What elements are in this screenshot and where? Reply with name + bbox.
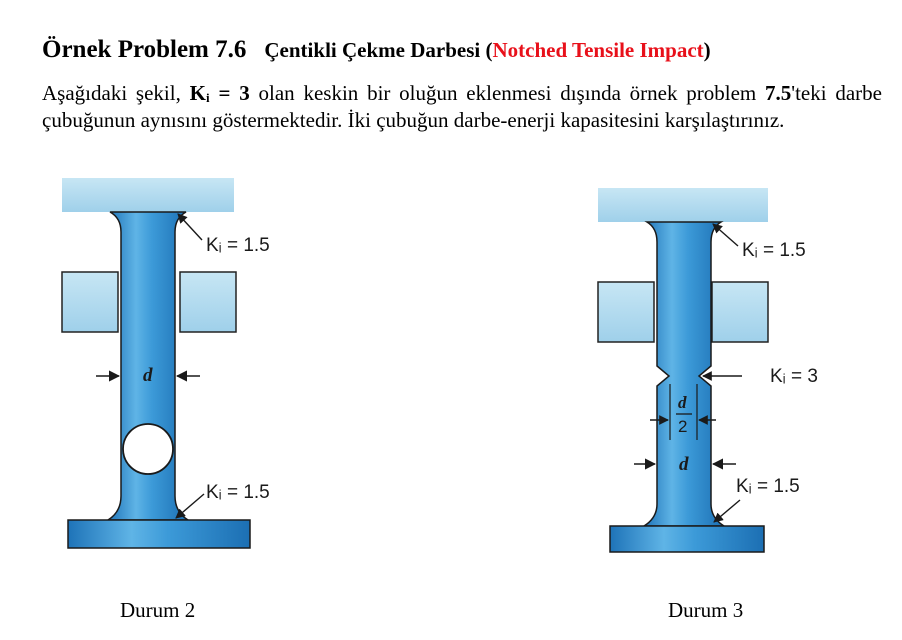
problem-number: Örnek Problem 7.6 [42,36,247,63]
case3-right-clamp [712,282,768,342]
case3-caption: Durum 3 [668,598,744,622]
case2-k-bottom-label: Kᵢ = 1.5 [206,482,270,503]
case2-k-top-arrow [178,214,202,240]
case2-k-bottom-arrow [176,494,204,518]
case2-d-label: d [143,365,153,386]
subtitle-en: Notched Tensile Impact [492,38,704,62]
case3-top-plate [598,188,768,222]
case3-k-notch-label: Kᵢ = 3 [770,366,818,387]
statement-part3: 'teki darbe çubuğunun aynısını göstermektedir. İki çubuğun darbe-enerji kapasitesini karşılaştırınız. [42,81,882,132]
case3-k-top-label: Kᵢ = 1.5 [742,240,806,261]
paren-close: ) [703,38,711,62]
case3-bar [644,222,724,526]
case2-figure [62,178,270,548]
case2-caption: Durum 2 [120,598,196,622]
statement-ref: 7.5 [765,81,792,105]
case3-left-clamp [598,282,654,342]
case3-figure [598,188,818,552]
subtitle-tr: Çentikli Çekme Darbesi [264,38,481,62]
statement-part1: Aşağıdaki şekil, [42,81,190,105]
statement-k-value: Kᵢ = 3 [189,81,250,105]
case2-k-top-label: Kᵢ = 1.5 [206,235,270,256]
case2-right-clamp [180,272,236,332]
case2-left-clamp [62,272,118,332]
case3-k-bottom-arrow [714,500,740,522]
case2-top-plate [62,178,234,212]
case3-bottom-plate [610,526,764,552]
case3-k-bottom-label: Kᵢ = 1.5 [736,476,800,497]
case2-hole [123,424,173,474]
statement-part2: olan keskin bir oluğun eklenmesi dışında örnek problem [249,81,766,105]
paren-open: ( [485,38,493,62]
case2-bottom-plate [68,520,250,548]
case3-half-d-num: d [678,393,687,412]
case3-d-label: d [679,454,689,475]
case3-k-top-arrow [713,224,738,246]
case3-half-d-den: 2 [678,417,688,436]
